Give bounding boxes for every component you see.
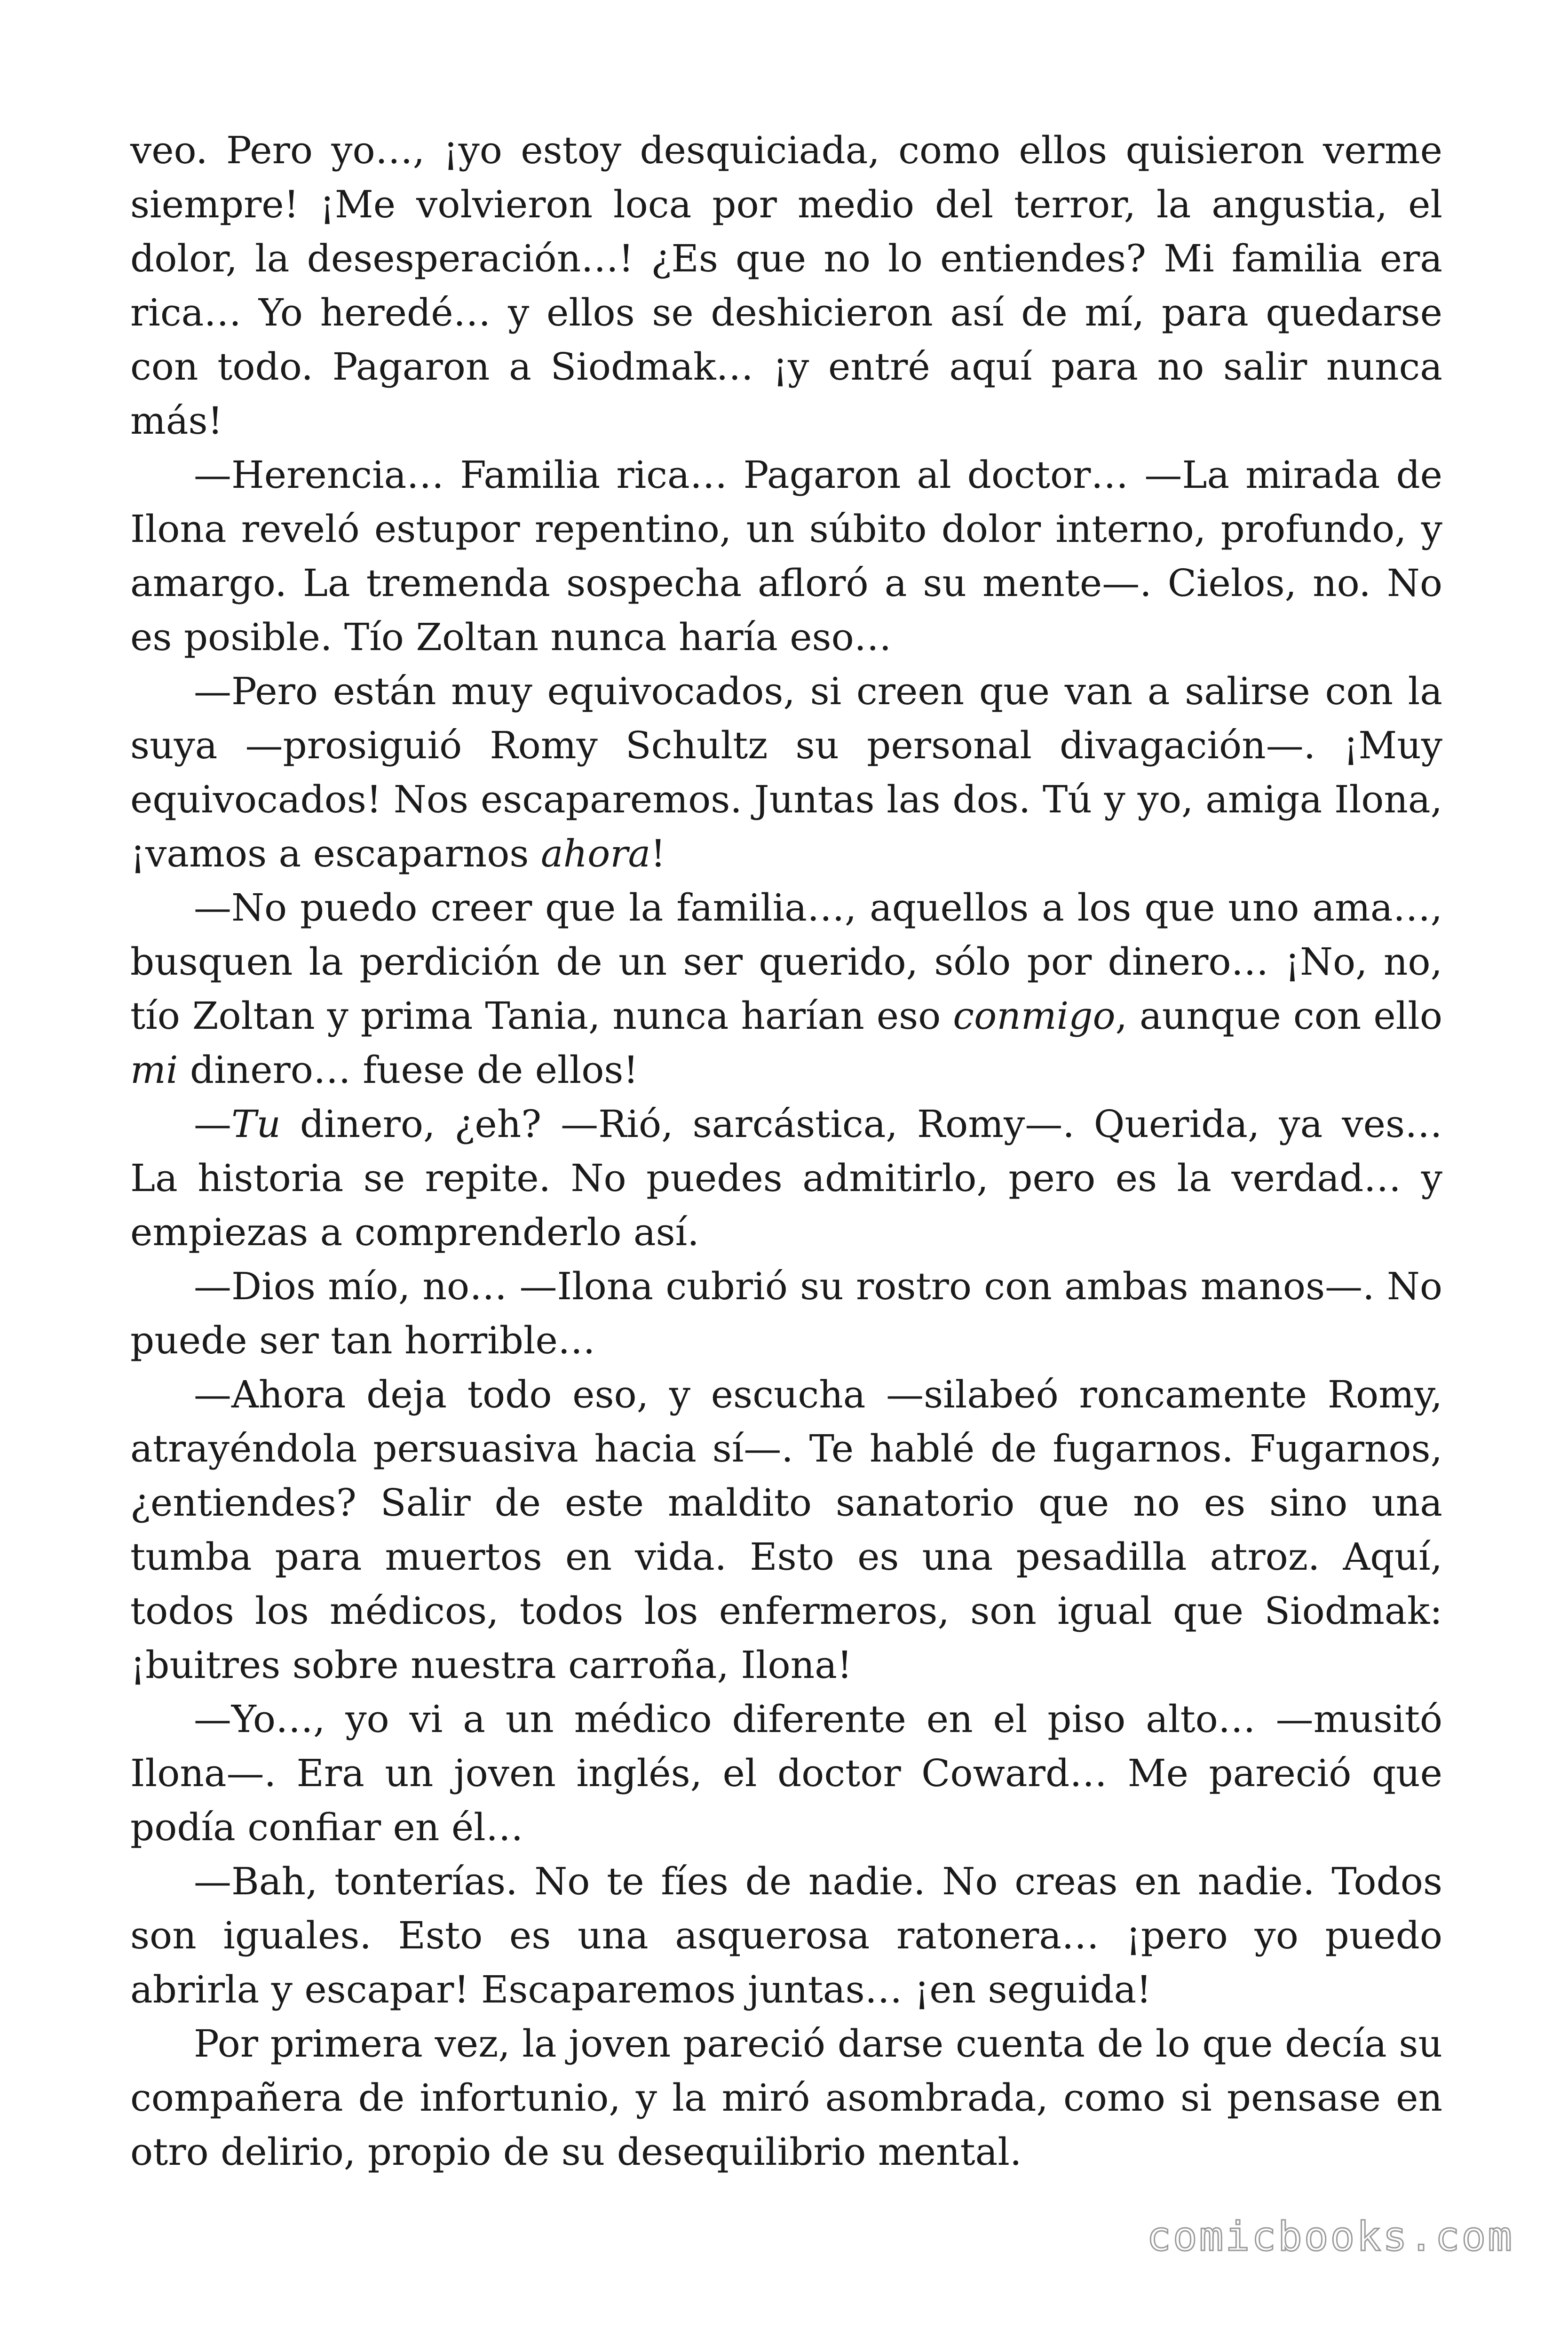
watermark: comicbooks.com [1147,2213,1514,2260]
italic-text: Tu [231,1102,281,1146]
paragraph [130,1854,1442,2017]
italic-text: conmigo [953,994,1116,1038]
text-run: —Ahora deja todo eso, y escucha —silabeó roncamente Romy, atrayéndola persuasiva hacia sí—. Te hablé de fugarnos. Fugarnos, ¿entiendes? Salir de este maldito sanatorio que no es sino una tumba para muertos en vida. Esto es una pesadilla atroz. Aquí, todos los médicos, todos los enfermeros, son igual que Siodmak: ¡buitres sobre nuestra carroña, Ilona! [130,1373,1442,1687]
paragraph [130,1097,1442,1259]
paragraph [130,881,1442,1097]
text-run: —Yo…, yo vi a un médico diferente en el piso alto… —musitó Ilona—. Era un joven inglés, el doctor Coward… Me pareció que podía confiar en él… [130,1697,1442,1849]
paragraph [130,1259,1442,1367]
text-run: —Bah, tonterías. No te fíes de nadie. No creas en nadie. Todos son iguales. Esto es una asquerosa ratonera… ¡pero yo puedo abrirla y escapar! Escaparemos juntas… ¡en seguida! [130,1859,1442,2011]
paragraph [130,1692,1442,1854]
italic-text: ahora [540,832,651,875]
text-run: dinero… fuese de ellos! [178,1048,639,1092]
paragraph [130,664,1442,881]
paragraph [130,1367,1442,1692]
text-run: —No puedo creer que la familia…, aquellos a los que uno ama…, busquen la perdición de un ser querido, sólo por dinero… ¡No, no, tío Zoltan y prima Tania, nunca harían eso [130,886,1442,1038]
text-run: —Herencia… Familia rica… Pagaron al doctor… —La mirada de Ilona reveló estupor repentino, un súbito dolor interno, profundo, y amargo. La tremenda sospecha afloró a su mente—. Cielos, no. No es posible. Tío Zoltan nunca haría eso… [130,453,1442,659]
text-run: , aunque con ello [1115,994,1442,1038]
italic-text: mi [130,1048,178,1092]
text-run: —Pero están muy equivocados, si creen que van a salirse con la suya —prosiguió Romy Schultz su personal divagación—. ¡Muy equivocados! Nos escaparemos. Juntas las dos. Tú y yo, amiga Ilona, ¡vamos a escaparnos [130,669,1442,875]
text-run: ! [650,832,666,875]
body-text [130,123,1442,2179]
text-run: veo. Pero yo…, ¡yo estoy desquiciada, como ellos quisieron verme siempre! ¡Me volvieron loca por medio del terror, la angustia, el dolor, la desesperación…! ¿Es que no lo entiendes? Mi familia era rica… Yo heredé… y ellos se deshicieron así de mí, para quedarse con todo. Pagaron a Siodmak… ¡y entré aquí para no salir nunca más! [130,128,1442,443]
paragraph [130,448,1442,664]
text-run: dinero, ¿eh? —Rió, sarcástica, Romy—. Querida, ya ves… La historia se repite. No puedes admitirlo, pero es la verdad… y empiezas a comprenderlo así. [130,1102,1442,1254]
text-run: Por primera vez, la joven pareció darse cuenta de lo que decía su compañera de infortunio, y la miró asombrada, como si pensase en otro delirio, propio de su desequilibrio mental. [130,2022,1442,2174]
paragraph [130,123,1442,448]
text-run: —Dios mío, no… —Ilona cubrió su rostro con ambas manos—. No puede ser tan horrible… [130,1264,1442,1362]
text-run: — [194,1102,231,1146]
paragraph [130,2017,1442,2179]
